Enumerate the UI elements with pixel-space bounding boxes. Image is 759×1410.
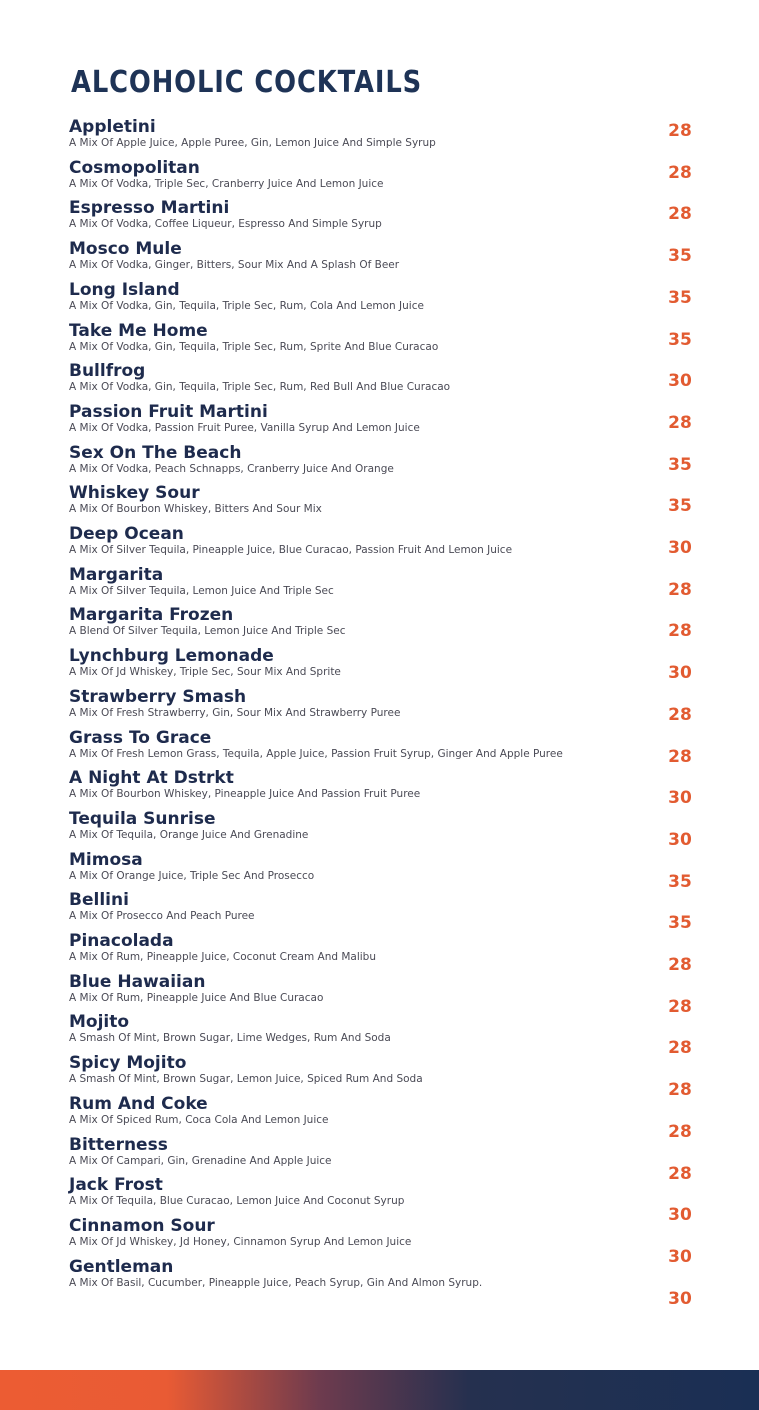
menu-item-price: 28 xyxy=(668,1080,692,1101)
page-title: ALCOHOLIC COCKTAILS xyxy=(71,65,423,100)
menu-item-name: Long Island xyxy=(69,279,180,300)
menu-item-price: 28 xyxy=(668,955,692,975)
menu-item-name: Grass To Grace xyxy=(69,727,212,748)
menu-item-price: 28 xyxy=(668,412,692,433)
menu-item-name: Cinnamon Sour xyxy=(69,1215,215,1236)
menu-item-description: A Mix Of Apple Juice, Apple Puree, Gin, Lemon Juice And Simple Syrup xyxy=(69,137,436,149)
menu-item-description: A Mix Of Basil, Cucumber, Pineapple Juice, Peach Syrup, Gin And Almon Syrup. xyxy=(69,1276,483,1289)
menu-item-price: 28 xyxy=(668,746,692,767)
menu-item-description: A Mix Of Vodka, Ginger, Bitters, Sour Mix And A Splash Of Beer xyxy=(69,259,400,272)
menu-item-name: Bullfrog xyxy=(69,361,146,382)
menu-item-description: A Mix Of Prosecco And Peach Puree xyxy=(69,910,255,923)
menu-item-price: 28 xyxy=(668,1121,692,1142)
menu-item-name: Mimosa xyxy=(69,849,143,870)
menu-item-description: A Mix Of Campari, Gin, Grenadine And Apple Juice xyxy=(69,1154,332,1167)
menu-item-name: Appletini xyxy=(69,117,156,137)
menu-item-description: A Mix Of Spiced Rum, Coca Cola And Lemon Juice xyxy=(69,1113,329,1126)
menu-item-description: A Mix Of Jd Whiskey, Triple Sec, Sour Mix And Sprite xyxy=(69,666,341,679)
menu-item-name: Passion Fruit Martini xyxy=(69,401,268,422)
menu-item-name: Deep Ocean xyxy=(69,524,184,544)
menu-item-description: A Mix Of Vodka, Gin, Tequila, Triple Sec, Rum, Cola And Lemon Juice xyxy=(69,299,424,312)
menu-item-description: A Mix Of Silver Tequila, Pineapple Juice, Blue Curacao, Passion Fruit And Lemon Juice xyxy=(69,544,513,556)
menu-item-price: 35 xyxy=(668,329,692,350)
menu-item-name: Gentleman xyxy=(69,1256,174,1277)
menu-item-name: Pinacolada xyxy=(69,931,174,951)
menu-item-name: Spicy Mojito xyxy=(69,1053,187,1074)
menu-item-name: Bitterness xyxy=(69,1134,168,1155)
menu-item-price: 28 xyxy=(668,162,692,183)
menu-item-description: A Mix Of Vodka, Triple Sec, Cranberry Juice And Lemon Juice xyxy=(69,177,384,190)
menu-item-name: Rum And Coke xyxy=(69,1093,208,1114)
menu-item-name: Sex On The Beach xyxy=(69,442,242,463)
menu-item-price: 30 xyxy=(668,538,692,558)
menu-item-description: A Smash Of Mint, Brown Sugar, Lime Wedges, Rum And Soda xyxy=(69,1032,391,1045)
menu-item-description: A Mix Of Bourbon Whiskey, Bitters And Sour Mix xyxy=(69,503,322,516)
menu-item-name: A Night At Dstrkt xyxy=(69,768,234,789)
menu-item-price: 30 xyxy=(668,663,692,684)
menu-item-price: 28 xyxy=(668,704,692,725)
menu-item-name: Blue Hawaiian xyxy=(69,971,206,992)
menu-item-price: 28 xyxy=(668,996,692,1017)
menu-item-price: 30 xyxy=(668,1288,692,1309)
menu-item-name: Margarita Frozen xyxy=(69,605,234,626)
menu-item-description: A Mix Of Fresh Strawberry, Gin, Sour Mix And Strawberry Puree xyxy=(69,706,401,719)
menu-item-description: A Mix Of Rum, Pineapple Juice And Blue Curacao xyxy=(69,991,324,1004)
menu-item-price: 35 xyxy=(668,496,692,517)
menu-item-description: A Mix Of Silver Tequila, Lemon Juice And Triple Sec xyxy=(69,584,334,597)
menu-item-name: Espresso Martini xyxy=(69,198,230,219)
menu-item-price: 28 xyxy=(668,204,692,225)
menu-item-price: 30 xyxy=(668,788,692,809)
menu-item-price: 28 xyxy=(668,621,692,642)
menu-item-name: Whiskey Sour xyxy=(69,483,200,504)
menu-item-description: A Blend Of Silver Tequila, Lemon Juice And Triple Sec xyxy=(69,625,346,638)
menu-item-description: A Mix Of Orange Juice, Triple Sec And Prosecco xyxy=(69,869,315,882)
menu-item-name: Tequila Sunrise xyxy=(69,808,216,829)
menu-item-description: A Mix Of Jd Whiskey, Jd Honey, Cinnamon Syrup And Lemon Juice xyxy=(69,1235,412,1248)
menu-item-name: Take Me Home xyxy=(69,320,208,341)
menu-item-description: A Mix Of Vodka, Peach Schnapps, Cranberry Juice And Orange xyxy=(69,462,394,475)
menu-item-name: Lynchburg Lemonade xyxy=(69,646,274,667)
menu-item-price: 35 xyxy=(668,246,692,267)
menu-item-description: A Mix Of Fresh Lemon Grass, Tequila, Apple Juice, Passion Fruit Syrup, Ginger And Apple Puree xyxy=(69,747,563,760)
menu-item-price: 35 xyxy=(668,871,692,892)
menu-item-price: 35 xyxy=(668,913,692,934)
menu-item-price: 28 xyxy=(668,1038,692,1059)
menu-item-price: 28 xyxy=(668,579,692,600)
footer-gradient-bar xyxy=(0,1370,759,1410)
menu-item-name: Mojito xyxy=(69,1012,130,1033)
menu-item-description: A Mix Of Tequila, Orange Juice And Grenadine xyxy=(69,828,309,841)
menu-item-description: A Mix Of Vodka, Passion Fruit Puree, Vanilla Syrup And Lemon Juice xyxy=(69,421,420,434)
menu-item-name: Mosco Mule xyxy=(69,239,182,260)
menu-item-description: A Mix Of Rum, Pineapple Juice, Coconut Cream And Malibu xyxy=(69,951,377,963)
menu-item-name: Margarita xyxy=(69,564,164,585)
menu-item-description: A Mix Of Vodka, Gin, Tequila, Triple Sec, Rum, Red Bull And Blue Curacao xyxy=(69,381,451,394)
menu-item-price: 30 xyxy=(668,1246,692,1267)
menu-item-price: 28 xyxy=(668,1163,692,1184)
menu-item-price: 30 xyxy=(668,1205,692,1226)
menu-item-name: Jack Frost xyxy=(69,1175,163,1196)
menu-item-description: A Mix Of Bourbon Whiskey, Pineapple Juice And Passion Fruit Puree xyxy=(69,788,421,801)
menu-item-description: A Mix Of Tequila, Blue Curacao, Lemon Juice And Coconut Syrup xyxy=(69,1195,405,1208)
menu-item-price: 30 xyxy=(668,829,692,850)
menu-item-name: Strawberry Smash xyxy=(69,686,247,707)
menu-item-price: 35 xyxy=(668,454,692,475)
menu-item-price: 35 xyxy=(668,287,692,308)
menu-item-name: Cosmopolitan xyxy=(69,157,200,178)
menu-item-description: A Mix Of Vodka, Gin, Tequila, Triple Sec, Rum, Sprite And Blue Curacao xyxy=(69,340,439,353)
menu-item-description: A Smash Of Mint, Brown Sugar, Lemon Juice, Spiced Rum And Soda xyxy=(69,1073,423,1086)
menu-item-name: Bellini xyxy=(69,890,129,911)
menu-item-description: A Mix Of Vodka, Coffee Liqueur, Espresso And Simple Syrup xyxy=(69,218,382,231)
menu-item-price: 30 xyxy=(668,371,692,392)
menu-item-price: 28 xyxy=(668,121,692,141)
